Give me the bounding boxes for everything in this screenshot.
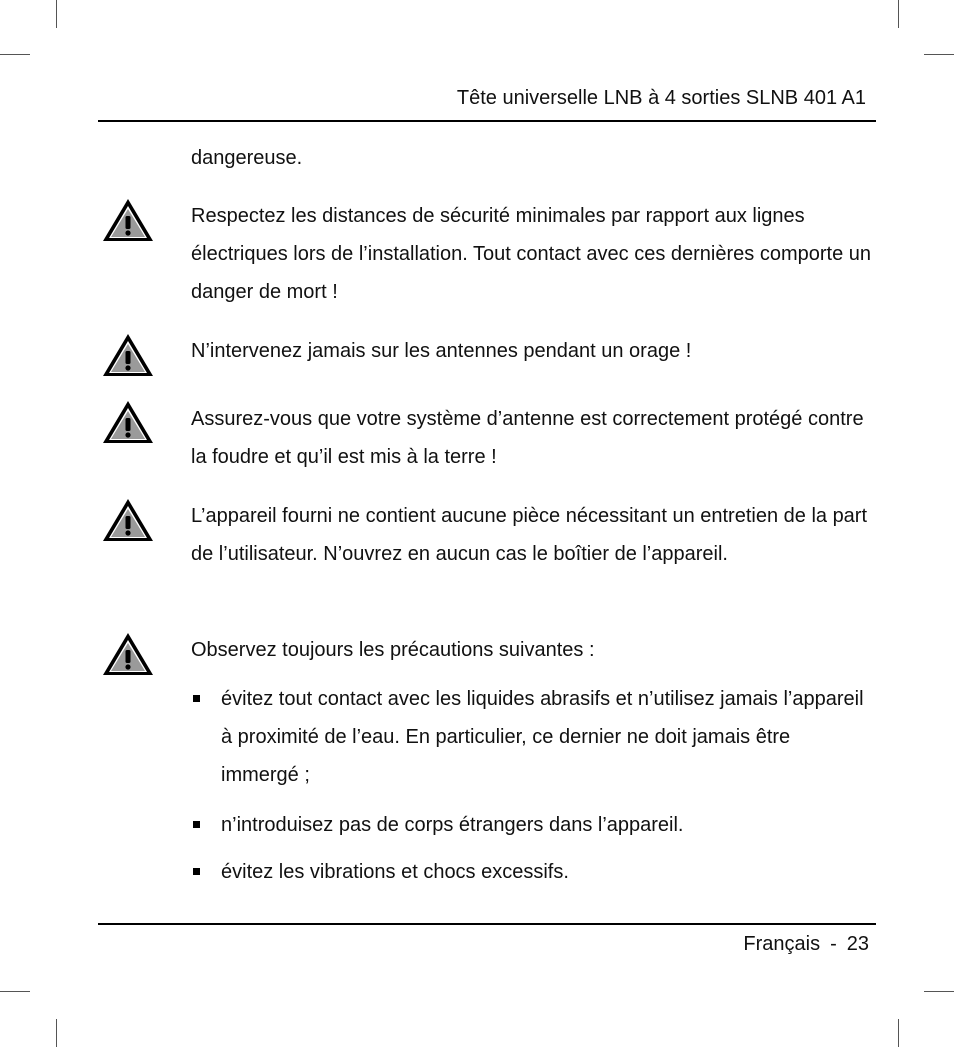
page-header-title: Tête universelle LNB à 4 sorties SLNB 401 A1 [456, 87, 866, 109]
footer-separator: - [830, 933, 837, 955]
footer-rule [98, 923, 876, 925]
warning-triangle-icon [100, 496, 156, 544]
header-rule [98, 120, 876, 122]
crop-mark [0, 54, 30, 55]
warning-triangle-icon [100, 196, 156, 244]
warning-triangle-icon [100, 331, 156, 379]
list-item: évitez tout contact avec les liquides abrasifs et n’utilisez jamais l’appareil à proximité de l’eau. En particulier, ce dernier ne doit jamais être immergé ; [221, 688, 864, 786]
page-number: 23 [846, 933, 869, 955]
intro-text: dangereuse. [191, 147, 303, 169]
crop-mark [898, 1019, 899, 1047]
list-item: n’introduisez pas de corps étrangers dans l’appareil. [221, 814, 684, 836]
warning-triangle-icon [100, 630, 156, 678]
warning-text: N’intervenez jamais sur les antennes pendant un orage ! [191, 340, 692, 362]
list-item: évitez les vibrations et chocs excessifs. [221, 861, 569, 883]
crop-mark [924, 54, 954, 55]
crop-mark [898, 0, 899, 28]
crop-mark [924, 991, 954, 992]
page-footer [743, 933, 869, 956]
bullet-square-icon [193, 695, 200, 702]
warning-text: Assurez-vous que votre système d’antenne est correctement protégé contre la foudre et qu’il est mis à la terre ! [191, 408, 864, 468]
warning-text: Respectez les distances de sécurité minimales par rapport aux lignes électriques lors de l’installation. Tout contact avec ces dernières comporte un danger de mort ! [191, 205, 871, 303]
crop-mark [56, 0, 57, 28]
bullet-square-icon [193, 868, 200, 875]
crop-mark [0, 991, 30, 992]
warning-triangle-icon [100, 398, 156, 446]
warning-text: Observez toujours les précautions suivantes : [191, 639, 595, 661]
footer-language: Français [743, 933, 821, 955]
bullet-square-icon [193, 821, 200, 828]
warning-text: L’appareil fourni ne contient aucune pièce nécessitant un entretien de la part de l’utilisateur. N’ouvrez en aucun cas le boîtier de l’appareil. [191, 505, 868, 565]
crop-mark [56, 1019, 57, 1047]
